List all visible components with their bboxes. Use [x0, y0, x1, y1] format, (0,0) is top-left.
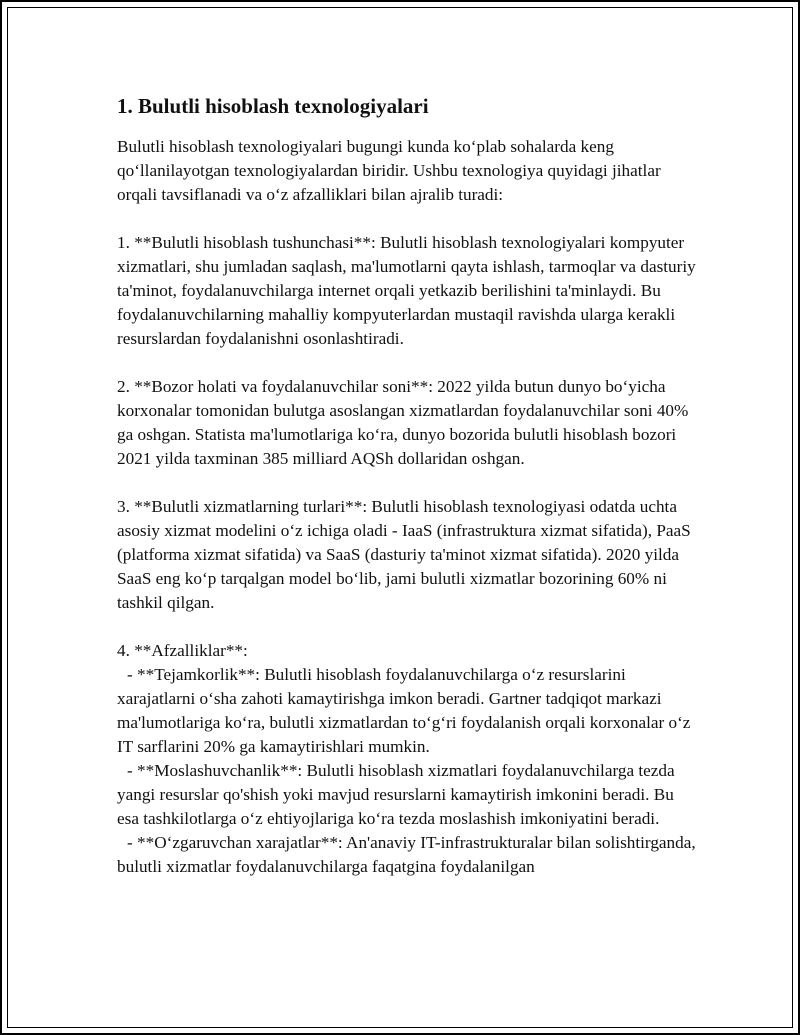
sub-item-ozgaruvchan [117, 831, 697, 879]
document-body [117, 93, 697, 879]
item-2-paragraph: 2. **Bozor holati va foydalanuvchilar soni**: 2022 yilda butun dunyo boʻyicha korxonalar tomonidan bulutga asoslangan xizmatlardan foydalanuvchilar soni 40% ga oshgan. Statista ma'lumotlariga koʻra, dunyo bozorida bulutli hisoblash bozori 2021 yilda taxminan 385 milliard AQSh dollaridan oshgan. [117, 377, 689, 468]
item-1-paragraph: 1. **Bulutli hisoblash tushunchasi**: Bulutli hisoblash texnologiyalari kompyuter xizmatlari, shu jumladan saqlash, ma'lumotlarni qayta ishlash, tarmoqlar va dasturiy ta'minot, foydalanuvchilarga internet orqali yetkazib berilishini ta'minlaydi. Bu foydalanuvchilarning mahalliy kompyuterlardan mustaqil ravishda ularga kerakli resurslardan foydalanishni osonlashtiradi. [117, 233, 696, 348]
sub-item-moslashuvchanlik [117, 759, 697, 831]
item-4-heading: 4. **Afzalliklar**: [117, 641, 248, 660]
sub-item-tejamkorlik [117, 663, 697, 759]
document-title: 1. Bulutli hisoblash texnologiyalari [117, 94, 429, 118]
intro-paragraph: Bulutli hisoblash texnologiyalari bugungi kunda koʻplab sohalarda keng qoʻllanilayotgan texnologiyalardan biridir. Ushbu texnologiya quyidagi jihatlar orqali tavsiflanadi va oʻz afzalliklari bilan ajralib turadi: [117, 137, 661, 204]
sub-item-moslashuvchanlik-text: - **Moslashuvchanlik**: Bulutli hisoblash xizmatlari foydalanuvchilarga tezda yangi resurslar qo'shish yoki mavjud resurslarni kamaytirish imkonini beradi. Bu esa tashkilotlarga oʻz ehtiyojlariga koʻra tezda moslashish imkoniyatini beradi. [117, 761, 675, 828]
sub-item-tejamkorlik-text: - **Tejamkorlik**: Bulutli hisoblash foydalanuvchilarga oʻz resurslarini xarajatlarni oʻsha zahoti kamaytirishga imkon beradi. Gartner tadqiqot markazi ma'lumotlariga koʻra, bulutli xizmatlardan toʻgʻri foydalanish orqali korxonalar oʻz IT sarflarini 20% ga kamaytirishlari mumkin. [117, 665, 691, 756]
item-3-paragraph: 3. **Bulutli xizmatlarning turlari**: Bulutli hisoblash texnologiyasi odatda uchta asosiy xizmat modelini oʻz ichiga oladi - IaaS (infrastruktura xizmat sifatida), PaaS (platforma xizmat sifatida) va SaaS (dasturiy ta'minot xizmat sifatida). 2020 yilda SaaS eng koʻp tarqalgan model boʻlib, jami bulutli xizmatlar bozorining 60% ni tashkil qilgan. [117, 497, 691, 612]
sub-item-ozgaruvchan-text: - **Oʻzgaruvchan xarajatlar**: An'anaviy IT-infrastrukturalar bilan solishtirganda, bulutli xizmatlar foydalanuvchilarga faqatgina foydalanilgan [117, 833, 696, 876]
